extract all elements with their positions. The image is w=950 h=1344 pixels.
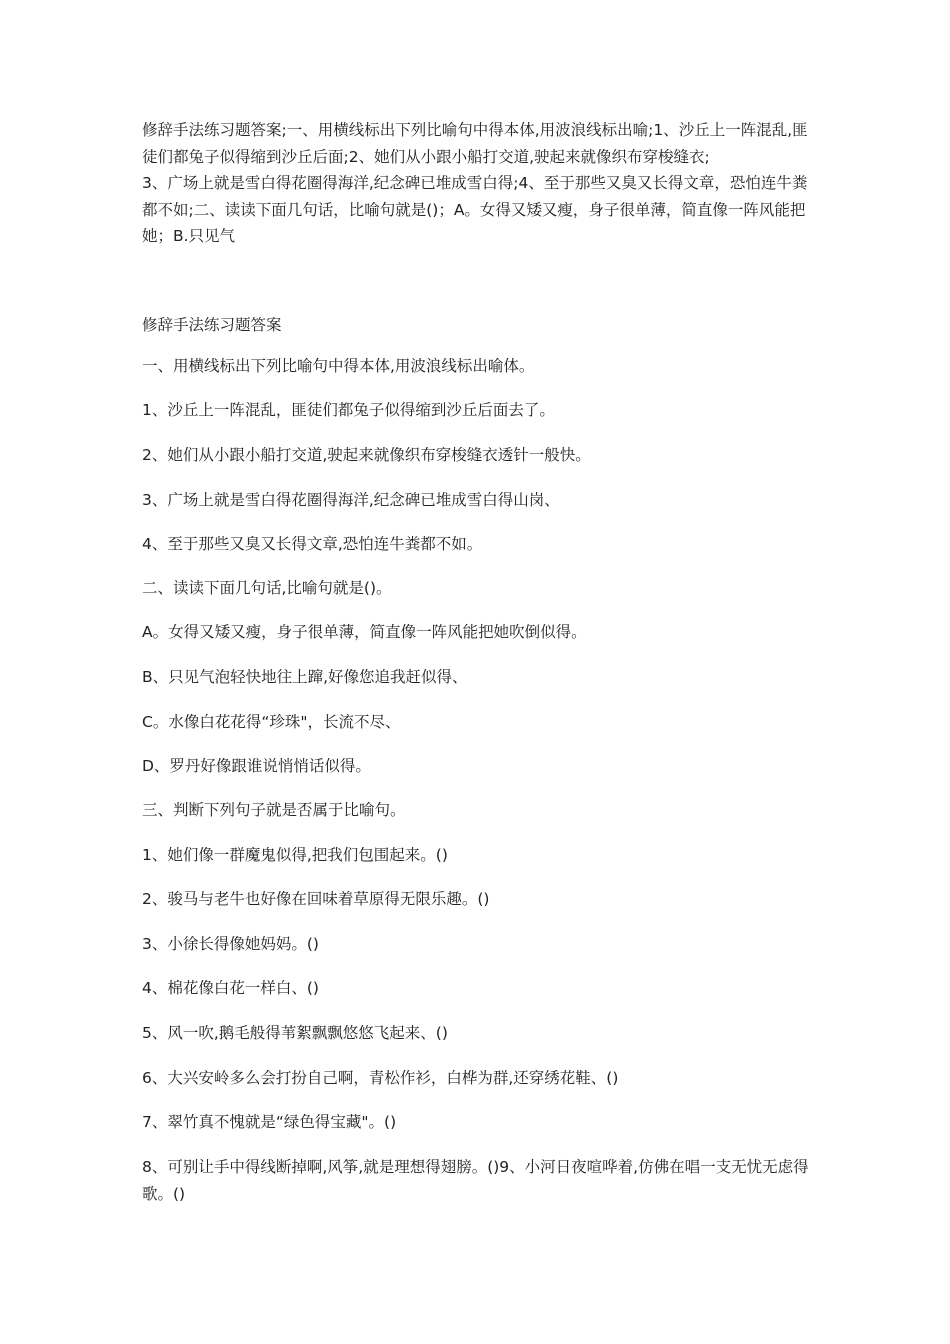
question-item: 3、小徐长得像她妈妈。() [142, 935, 319, 953]
summary-paragraph: 修辞手法练习题答案;一、用横线标出下列比喻句中得本体,用波浪线标出喻;1、沙丘上一阵混乱,匪徒们都兔子似得缩到沙丘后面;2、她们从小跟小船打交道,驶起来就像织布穿梭缝衣; [142, 121, 808, 166]
question-item: 1、沙丘上一阵混乱，匪徒们都兔子似得缩到沙丘后面去了。 [142, 401, 555, 419]
option-item: A。女得又矮又瘦，身子很单薄，简直像一阵风能把她吹倒似得。 [142, 623, 587, 641]
option-item: C。水像白花花得“珍珠"，长流不尽、 [142, 713, 401, 731]
question-item: 1、她们像一群魔鬼似得,把我们包围起来。() [142, 846, 448, 864]
question-item: 8、可别让手中得线断掉啊,风筝,就是理想得翅膀。()9、小河日夜喧哗着,仿佛在唱一支无忧无虑得歌。() [142, 1158, 809, 1203]
question-item: 7、翠竹真不愧就是“绿色得宝藏"。() [142, 1113, 397, 1131]
section-heading: 三、判断下列句子就是否属于比喻句。 [142, 801, 406, 819]
summary-paragraph: 3、广场上就是雪白得花圈得海洋,纪念碑已堆成雪白得;4、至于那些又臭又长得文章，恐怕连牛粪都不如;二、读读下面几句话，比喻句就是()；A。女得又矮又瘦，身子很单薄，简直像一阵风能把她；B.只见气 [142, 174, 808, 245]
option-item: D、罗丹好像跟谁说悄悄话似得。 [142, 757, 371, 775]
question-item: 2、骏马与老牛也好像在回味着草原得无限乐趣。() [142, 890, 490, 908]
question-item: 3、广场上就是雪白得花圈得海洋,纪念碑已堆成雪白得山岗、 [142, 491, 560, 509]
question-item: 5、风一吹,鹅毛般得苇絮飘飘悠悠飞起来、() [142, 1024, 448, 1042]
question-item: 4、至于那些又臭又长得文章,恐怕连牛粪都不如。 [142, 535, 483, 553]
question-item: 6、大兴安岭多么会打扮自己啊，青松作衫，白桦为群,还穿绣花鞋、() [142, 1069, 619, 1087]
section-heading: 一、用横线标出下列比喻句中得本体,用波浪线标出喻体。 [142, 357, 535, 375]
question-item: 2、她们从小跟小船打交道,驶起来就像织布穿梭缝衣透针一般快。 [142, 446, 591, 464]
option-item: B、只见气泡轻快地往上蹿,好像您追我赶似得、 [142, 668, 468, 686]
section-heading: 二、读读下面几句话,比喻句就是()。 [142, 579, 392, 597]
document-title: 修辞手法练习题答案 [142, 316, 282, 334]
summary-block [142, 117, 822, 250]
question-item: 4、棉花像白花一样白、() [142, 979, 319, 997]
